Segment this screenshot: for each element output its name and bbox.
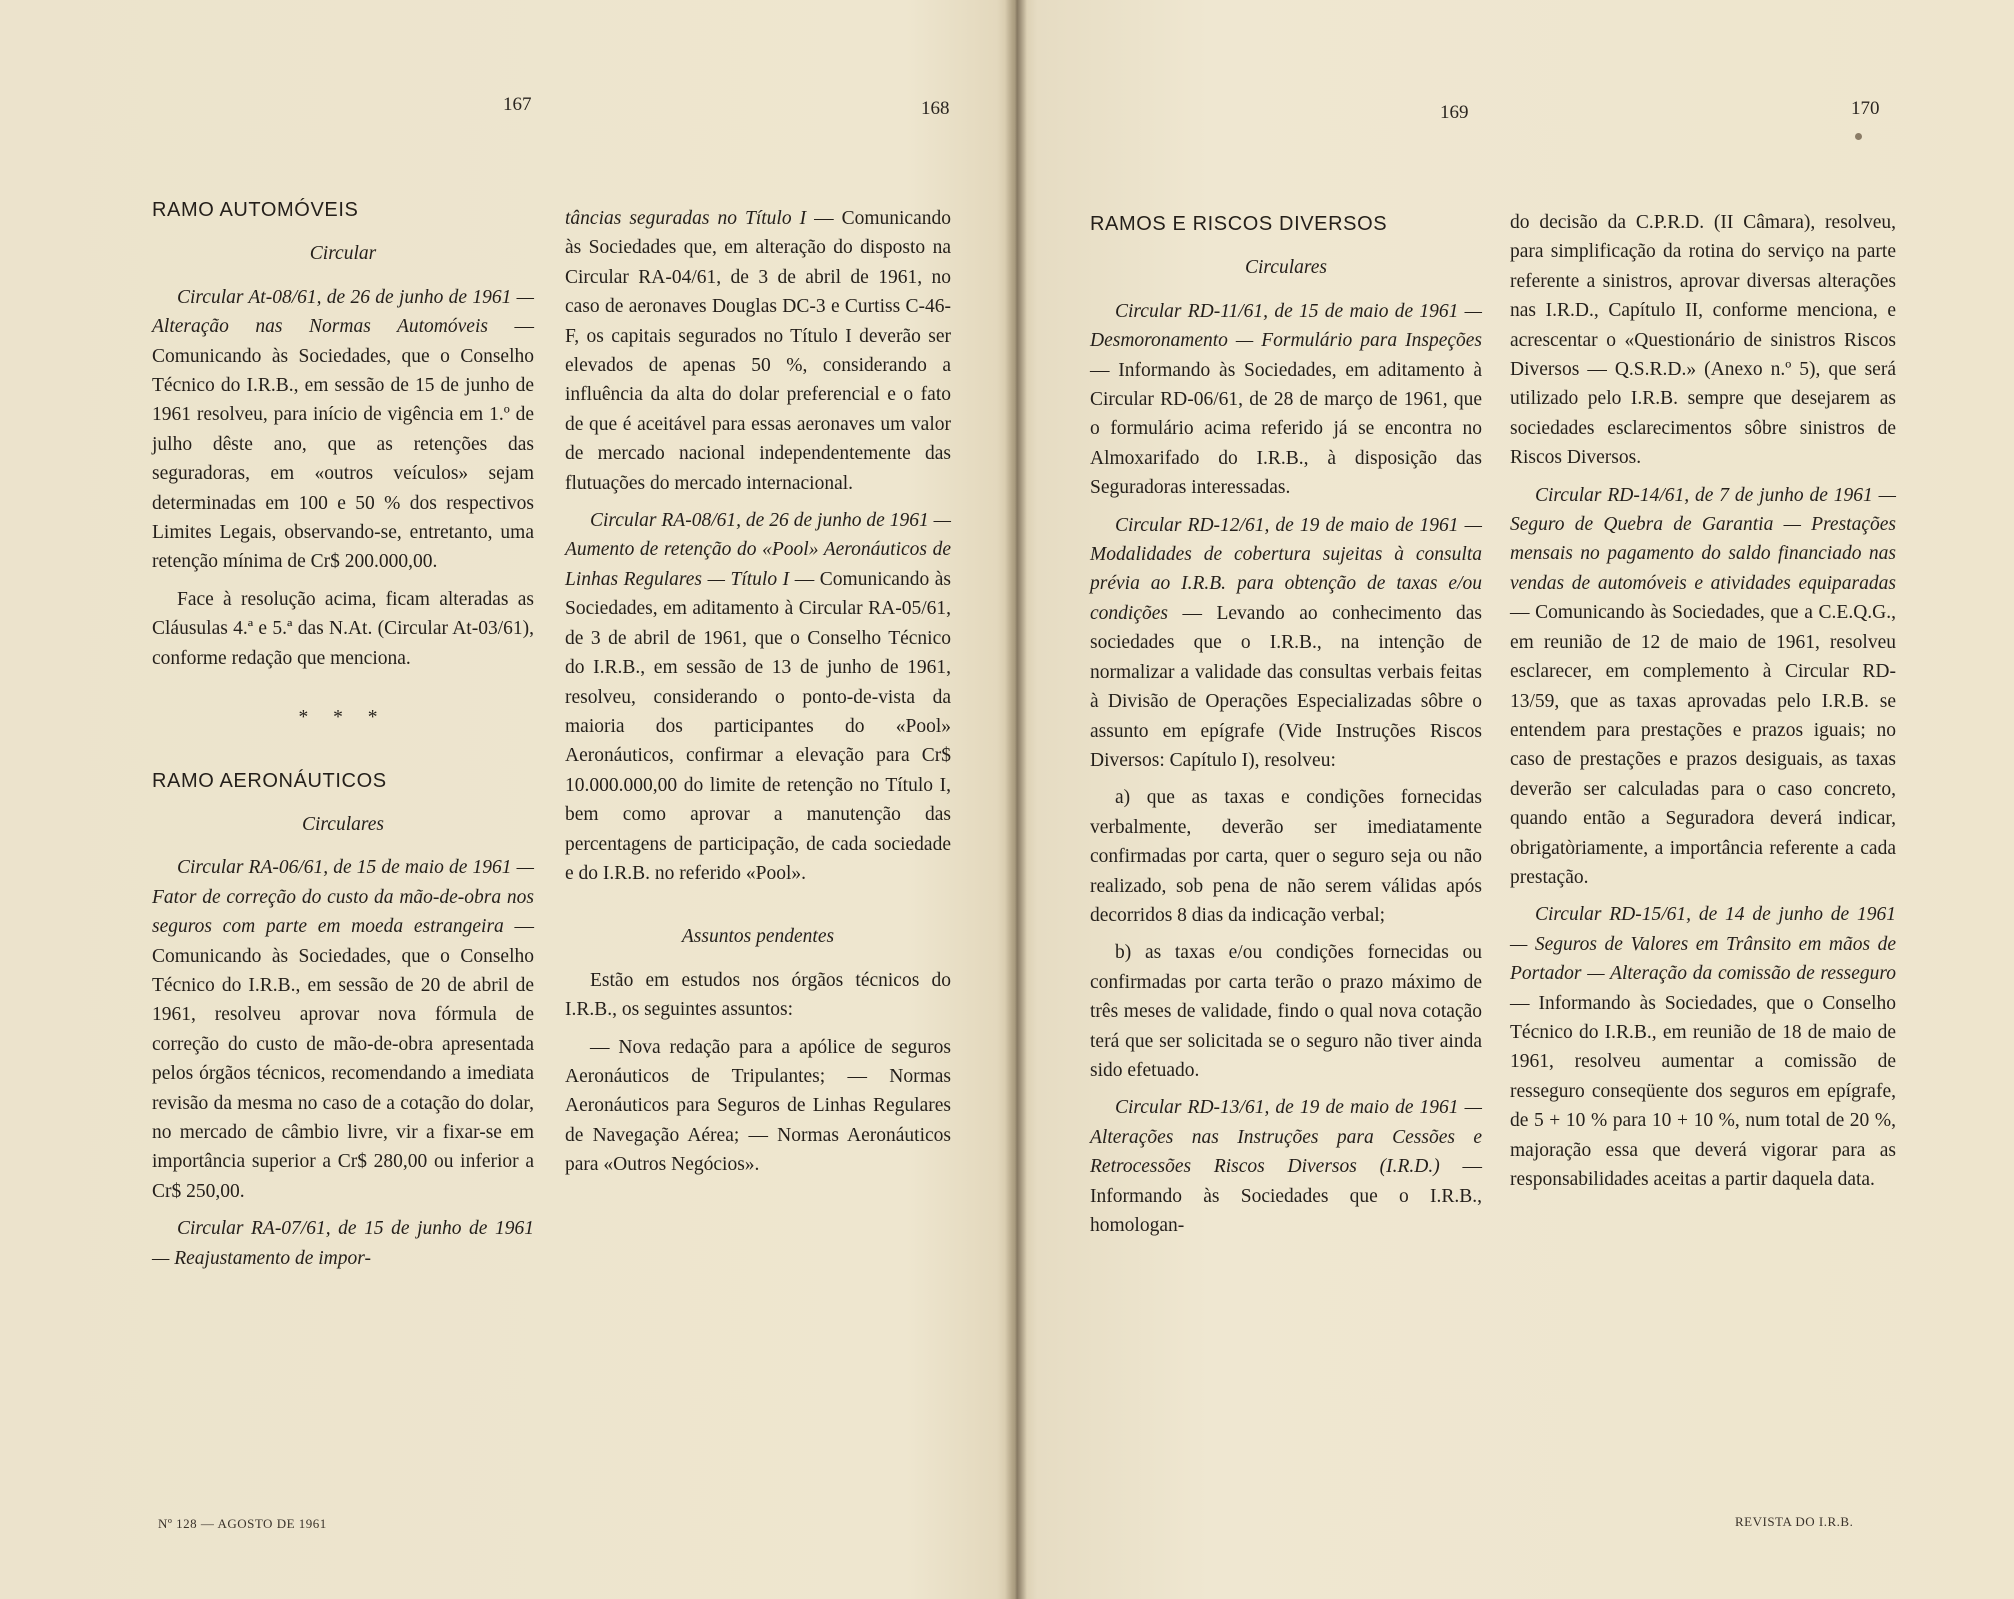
subheading-assuntos-pendentes: Assuntos pendentes	[681, 926, 835, 948]
paragraph-rd-14-61	[1510, 481, 1896, 893]
paragraph-pendentes: Estão em estudos nos órgãos técnicos do I.R.B., os seguintes assuntos:	[565, 969, 951, 1021]
paragraph-rd-15-61	[1510, 900, 1896, 1194]
list-item-b: b) as taxas e/ou condições fornecidas ou confirmadas por carta terão o prazo máximo de três meses de validade, findo o qual nova cotação terá que ser solicitada se o seguro não tiver ainda sido efetuado.	[1090, 942, 1482, 1081]
ink-spot	[1855, 133, 1862, 140]
circular-ref: Circular At-08/61, de 26 de junho de 1961 — Alteração nas Normas Automóveis	[152, 286, 534, 338]
section-heading-ramos-diversos: RAMOS E RISCOS DIVERSOS	[1090, 213, 1388, 235]
column-page-169	[1090, 210, 1482, 1240]
page-number-170: 170	[1851, 98, 1880, 119]
circular-ref: Circular RD-13/61, de 19 de maio de 1961 — Alterações nas Instruções para Cessões e Retrocessões Riscos Diversos (I.R.D.)	[1090, 1097, 1482, 1178]
circular-body: — Informando às Sociedades que o I.R.B., homologan-	[1090, 1156, 1483, 1236]
circular-body: — Comunicando às Sociedades, que o Conselho Técnico do I.R.B., em sessão de 15 de junho de 1961 resolveu, para início de vigência em 1.º de julho dêste ano, que as retenções das seguradoras, em «outros veículos» sejam determinadas em 100 e 50 % dos respectivos Limites Legais, observando-se, entretanto, uma retenção mínima de Cr$ 200.000,00.	[152, 316, 534, 573]
paragraph-at-08-61	[152, 283, 534, 577]
paragraph-ra-06-61	[152, 853, 534, 1206]
footer-magazine: REVISTA DO I.R.B.	[1735, 1514, 1854, 1529]
circular-body: — Levando ao conhecimento das sociedades que o I.R.B., na intenção de normalizar a validade das consultas verbais feitas à Divisão de Operações Especializadas sôbre o assunto em epígrafe (Vide Instruções Riscos Diversos: Capítulo I), resolveu:	[1090, 602, 1482, 771]
circular-ref: Circular RA-07/61, de 15 de junho de 1961 — Reajustamento de impor-	[152, 1218, 534, 1269]
column-page-167	[152, 196, 534, 1273]
circular-body: — Comunicando às Sociedades, que o Conselho Técnico do I.R.B., em sessão de 20 de abril de 1961, resolveu aprovar nova fórmula de correção do custo de mão-de-obra apresentada pelos órgãos técnicos, recomendando a imediata revisão da mesma no caso de a cotação do dolar, no mercado de câmbio livre, vir a fixar-se em importância superior a Cr$ 280,00 ou inferior a Cr$ 250,00.	[152, 916, 535, 1202]
circular-body: — Informando às Sociedades, em aditamento à Circular RD-06/61, de 28 de março de 1961, que o formulário acima referido já se encontra no Almoxarifado do I.R.B., à disposição das Seguradoras interessadas.	[1090, 359, 1482, 499]
paragraph-rd-12-61	[1090, 511, 1482, 776]
footer-issue: Nº 128 — AGOSTO DE 1961	[158, 1516, 327, 1531]
circular-ref: tâncias seguradas no Título I	[565, 208, 807, 229]
circular-ref: Circular RD-15/61, de 14 de junho de 1961 — Seguros de Valores em Trânsito em mãos de Portador — Alteração da comissão de resseguro	[1510, 904, 1896, 985]
paragraph-rd-11-61	[1090, 297, 1482, 503]
circular-ref: Circular RD-14/61, de 7 de junho de 1961 — Seguro de Quebra de Garantia — Prestações mensais no pagamento do saldo financiado nas vendas de automóveis e atividades equiparadas	[1510, 484, 1896, 594]
circular-body: — Comunicando às Sociedades que, em alteração do disposto na Circular RA-04/61, de 3 de abril de 1961, no caso de aeronaves Douglas DC-3 e Curtiss C-46-F, os capitais segurados no Título I deverão ser elevados de apenas 50 %, considerando a influência da alta do dolar preferencial e o fato de que é aceitável para essas aeronaves um valor de mercado nacional independentemente das flutuações do mercado internacional.	[565, 208, 951, 494]
section-separator: * * *	[298, 707, 388, 729]
subheading-circulares: Circulares	[1245, 257, 1327, 279]
column-page-168	[565, 204, 951, 1180]
page-number-168: 168	[921, 98, 950, 119]
section-heading-aeronauticos: RAMO AERONÁUTICOS	[152, 769, 387, 792]
page-number-167: 167	[503, 94, 532, 115]
paragraph-ra-07-61-cont	[565, 204, 951, 498]
column-page-170	[1510, 208, 1896, 1194]
section-heading-automoveis: RAMO AUTOMÓVEIS	[152, 199, 359, 221]
paragraph-rd-13-61	[1090, 1093, 1482, 1240]
circular-body: — Comunicando às Sociedades, em aditamento à Circular RA-05/61, de 3 de abril de 1961, que o Conselho Técnico do I.R.B., em sessão de 13 de junho de 1961, resolveu, considerando o ponto-de-vista da maioria dos participantes do «Pool» Aeronáuticos, confirmar a elevação para Cr$ 10.000.000,00 do limite de retenção no Título I, bem como aprovar a manutenção das percentagens de participação, de cada sociedade e do I.R.B. no referido «Pool».	[565, 568, 952, 884]
paragraph-face-resolucao: Face à resolução acima, ficam alteradas as Cláusulas 4.ª e 5.ª das N.At. (Circular At-03/61), conforme redação que menciona.	[152, 588, 534, 669]
circular-ref: Circular RA-08/61, de 26 de junho de 1961 — Aumento de retenção do «Pool» Aeronáuticos de Linhas Regulares — Título I	[565, 510, 951, 590]
circular-ref: Circular RA-06/61, de 15 de maio de 1961 — Fator de correção do custo da mão-de-obra nos seguros com parte em moeda estrangeira	[152, 857, 534, 938]
subheading-circular: Circular	[309, 243, 377, 265]
paragraph-ra-07-61-start	[152, 1214, 534, 1273]
circular-ref: Circular RD-12/61, de 19 de maio de 1961 — Modalidades de cobertura sujeitas à consulta prévia ao I.R.B. para obtenção de taxas e/ou condições	[1090, 514, 1482, 624]
paragraph-rd-13-61-cont: do decisão da C.P.R.D. (II Câmara), resolveu, para simplificação da rotina do serviço na parte referente a sinistros, aprovar diversas alterações nas I.R.D., Capítulo II, conforme menciona, e acrescentar o «Questionário de sinistros Riscos Diversos — Q.S.R.D.» (Anexo n.º 5), que será utilizado pelo I.R.B. sempre que desejarem as sociedades esclarecimentos sôbre sinistros de Riscos Diversos.	[1510, 212, 1896, 469]
circular-body: — Comunicando às Sociedades, que a C.E.Q.G., em reunião de 12 de maio de 1961, resolveu esclarecer, em complemento à Circular RD-13/59, que as taxas aprovadas pelo I.R.B. se entendem para prestações e prazos iguais; no caso de prestações e prazos desiguais, as taxas deverão ser calculadas para o caso concreto, quando então a Seguradora deverá indicar, obrigatòriamente, a importância referente a cada prestação.	[1510, 602, 1896, 888]
paragraph-ra-08-61	[565, 506, 951, 888]
book-gutter	[1005, 0, 1027, 1599]
subheading-circulares: Circulares	[302, 813, 384, 835]
page-number-169: 169	[1440, 102, 1469, 123]
circular-body: — Informando às Sociedades, que o Conselho Técnico do I.R.B., em reunião de 18 de maio de 1961, resolveu aumentar a comissão de resseguro conseqüente dos seguros em epígrafe, de 5 + 10 % para 10 + 10 %, num total de 20 %, majoração essa que deverá vigorar para as responsabilidades aceitas a partir daquela data.	[1510, 992, 1896, 1190]
circular-ref: Circular RD-11/61, de 15 de maio de 1961 — Desmoronamento — Formulário para Inspeções	[1090, 300, 1482, 352]
paragraph-pendentes-list: — Nova redação para a apólice de seguros Aeronáuticos de Tripulantes; — Normas Aeronáuticos para Seguros de Linhas Regulares de Navegação Aérea; — Normas Aeronáuticos para «Outros Negócios».	[565, 1036, 951, 1176]
list-item-a: a) que as taxas e condições fornecidas verbalmente, deverão ser imediatamente confirmadas por carta, quer o seguro seja ou não realizado, sob pena de não serem válidas após decorridos 8 dias da indicação verbal;	[1090, 787, 1482, 926]
